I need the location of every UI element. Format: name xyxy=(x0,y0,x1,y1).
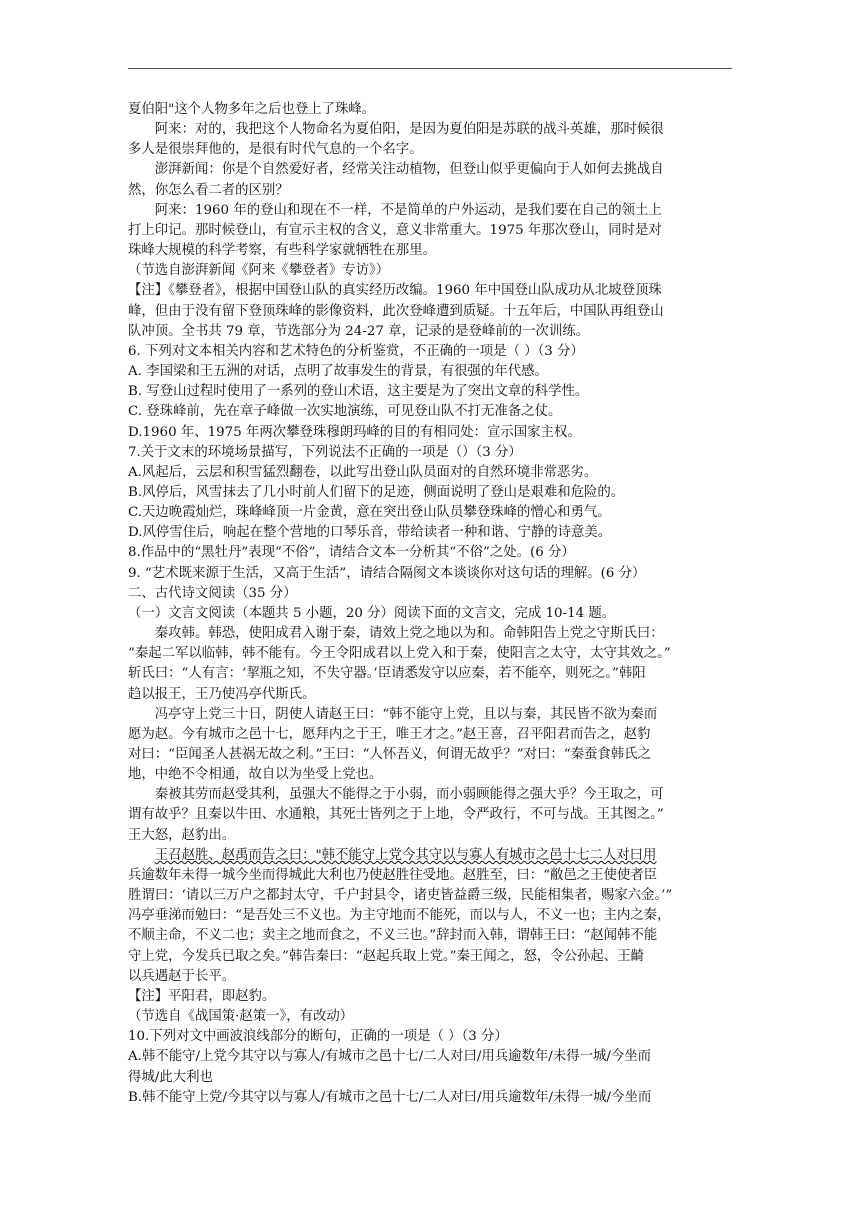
text-line: 兵逾数年未得一城今坐而得城此大利也乃使赵胜往受地。赵胜至，曰：“敝邑之王使使者臣 xyxy=(128,867,658,883)
question-8: 8.作品中的“黑牡丹”表现“不俗”，请结合文本一分析其“不俗”之处。(6 分） xyxy=(128,545,575,561)
section-heading: 二、古代诗文阅读（35 分） xyxy=(128,585,297,601)
option-line: A. 李国梁和王五洲的对话，点明了故事发生的背景，有很强的年代感。 xyxy=(128,364,548,380)
subsection-heading: （一）文言文阅读（本题共 5 小题，20 分）阅读下面的文言文，完成 10-14 题。 xyxy=(128,605,616,621)
option-line: D.风停雪住后，响起在整个营地的口琴乐音，带给读者一种和谐、宁静的诗意美。 xyxy=(128,525,612,541)
document-body xyxy=(128,100,734,1108)
note-line: 【注】《攀登者》，根据中国登山队的真实经历改编。1960 年中国登山队成功从北坡登顶珠 xyxy=(128,283,662,299)
text-line: 趋以报王，王乃使冯亭代斯氏。 xyxy=(128,686,316,702)
question-10: 10.下列对文中画波浪线部分的断句，正确的一项是（ ）（3 分） xyxy=(128,1029,508,1045)
question-9: 9. “艺术既来源于生活，又高于生活”，请结合隔阂文本谈谈你对这句话的理解。(6 分） xyxy=(128,565,646,581)
text-line: 守上党，今发兵已取之矣。”韩告秦曰：“赵起兵取上党。”秦王闻之，怒，令公孙起、王齮 xyxy=(128,948,644,964)
text-line: 多人是很崇拜他的，是很有时代气息的一个名字。 xyxy=(128,142,423,158)
text-line: 冯亭垂涕而勉曰：“是吾处三不义也。为主守地而不能死，而以与人，不义一也；主内之秦， xyxy=(128,908,671,924)
source-citation: （节选自《战国策·赵策一》，有改动） xyxy=(128,1009,354,1025)
text-line: 冯亭守上党三十日，阴使人请赵王曰：“韩不能守上党，且以与秦，其民皆不欲为秦而 xyxy=(154,706,658,722)
text-line: 澎湃新闻：你是个自然爱好者，经常关注动植物，但登山似乎更偏向于人如何去挑战自 xyxy=(154,162,664,178)
text-line: 地，中绝不令相通，故自以为坐受上党也。 xyxy=(128,767,383,783)
text-line: 对曰：“臣闻圣人甚祸无故之利。”王曰：“人怀吾义，何谓无故乎？”对曰：“秦蚕食韩氏之 xyxy=(128,747,651,762)
text-line: 打上印记。那时候登山，有宣示主权的含义，意义非常重大。1975 年那次登山，同时是对 xyxy=(128,222,662,238)
text-line: 珠峰大规模的科学考察，有些科学家就牺牲在那里。 xyxy=(128,243,436,259)
note-line: 队冲顶。全书共 79 章，节选部分为 24-27 章，记录的是登峰前的一次训练。 xyxy=(128,323,589,339)
option-line: B.风停后，风雪抹去了几小时前人们留下的足迹，侧面说明了登山是艰难和危险的。 xyxy=(128,484,625,500)
option-line: 得城/此大利也 xyxy=(128,1069,213,1085)
option-line: A.韩不能守/上党今其守以与寡人/有城市之邑十七/二人对曰/用兵逾数年/未得一城/今坐而 xyxy=(128,1049,652,1065)
text-line: 王大怒，赵豹出。 xyxy=(128,827,236,843)
text-line: 秦攻韩。韩恐，使阳成君入谢于秦，请效上党之地以为和。命韩阳告上党之守斯氏曰： xyxy=(154,626,664,642)
text-line: 不顺主命，不义二也；卖主之地而食之，不义三也。”辞封而入韩，谓韩王曰：“赵闻韩不能 xyxy=(128,928,658,944)
text-line: 谓有故乎？且秦以牛田、水通粮，其死士皆列之于上地，令严政行，不可与战。王其图之。” xyxy=(128,807,664,823)
note-line: 【注】平阳君，即赵豹。 xyxy=(128,988,276,1004)
option-line: A.风起后，云层和积雪猛烈翻卷，以此写出登山队员面对的自然环境非常恶劣。 xyxy=(128,464,598,480)
option-line: B.韩不能守上党/今其守以与寡人/有城市之邑十七/二人对曰/用兵逾数年/未得一城/今坐而 xyxy=(128,1089,652,1105)
option-line: B. 写登山过程时使用了一系列的登山术语，这主要是为了突出文章的科学性。 xyxy=(128,384,589,400)
option-line: C. 登珠峰前，先在章子峰做一次实地演练，可见登山队不打无准备之仗。 xyxy=(128,404,562,420)
source-citation: （节选自澎湃新闻《阿来《攀登者》专访》） xyxy=(128,263,390,279)
text-line: 以兵遇赵于长平。 xyxy=(128,968,236,984)
text-line: 秦被其劳而赵受其利，虽强大不能得之于小弱，而小弱顾能得之强大乎？今王取之，可 xyxy=(154,787,664,803)
question-7: 7.关于文末的环境场景描写，下列说法不正确的一项是（）（3 分） xyxy=(128,444,522,460)
text-line: 阿来：1960 年的登山和现在不一样，不是简单的户外运动，是我们要在自己的领土上 xyxy=(154,202,662,218)
option-line: C.天边晚霞灿烂，珠峰峰顶一片金黄，意在突出登山队员攀登珠峰的憎心和勇气。 xyxy=(128,505,611,521)
text-line: 然，你怎么看二者的区别？ xyxy=(128,182,289,198)
option-line: D.1960 年、1975 年两次攀登珠穆朗玛峰的目的有相同处：宣示国家主权。 xyxy=(128,424,581,440)
text-line: 夏伯阳"这个人物多年之后也登上了珠峰。 xyxy=(128,102,376,117)
note-line: 峰，但由于没有留下登顶珠峰的影像资料，此次登峰遭到质疑。十五年后，中国队再组登山 xyxy=(128,303,664,319)
text-line: 愿为赵。今有城市之邑十七，愿拜内之于王，唯王才之。”赵王喜，召平阳君而告之，赵豹 xyxy=(128,726,651,742)
text-line: 阿来：对的，我把这个人物命名为夏伯阳，是因为夏伯阳是苏联的战斗英雄，那时候很 xyxy=(154,122,664,138)
text-line: 斩氏曰：“人有言：‘挈瓶之知，不失守器。’臣请悉发守以应秦，若不能卒，则死之。”韩阳 xyxy=(128,666,646,682)
question-6: 6. 下列对文本相关内容和艺术特色的分析鉴赏，不正确的一项是（ ）（3 分） xyxy=(128,343,584,359)
text-line: 胜谓曰：‘请以三万户之都封太守，千户封县令，诸吏皆益爵三级，民能相集者，赐家六金。’” xyxy=(128,888,673,904)
text-line: “秦起二军以临韩，韩不能有。今王令阳成君以上党入和于秦，使阳言之太守，太守其效之。” xyxy=(128,646,671,662)
header-rule xyxy=(128,68,732,69)
wavy-underlined-line: 王召赵胜、赵禹而告之曰："韩不能守上党今其守以与寡人有城市之邑十七二人对曰用 xyxy=(154,847,657,863)
